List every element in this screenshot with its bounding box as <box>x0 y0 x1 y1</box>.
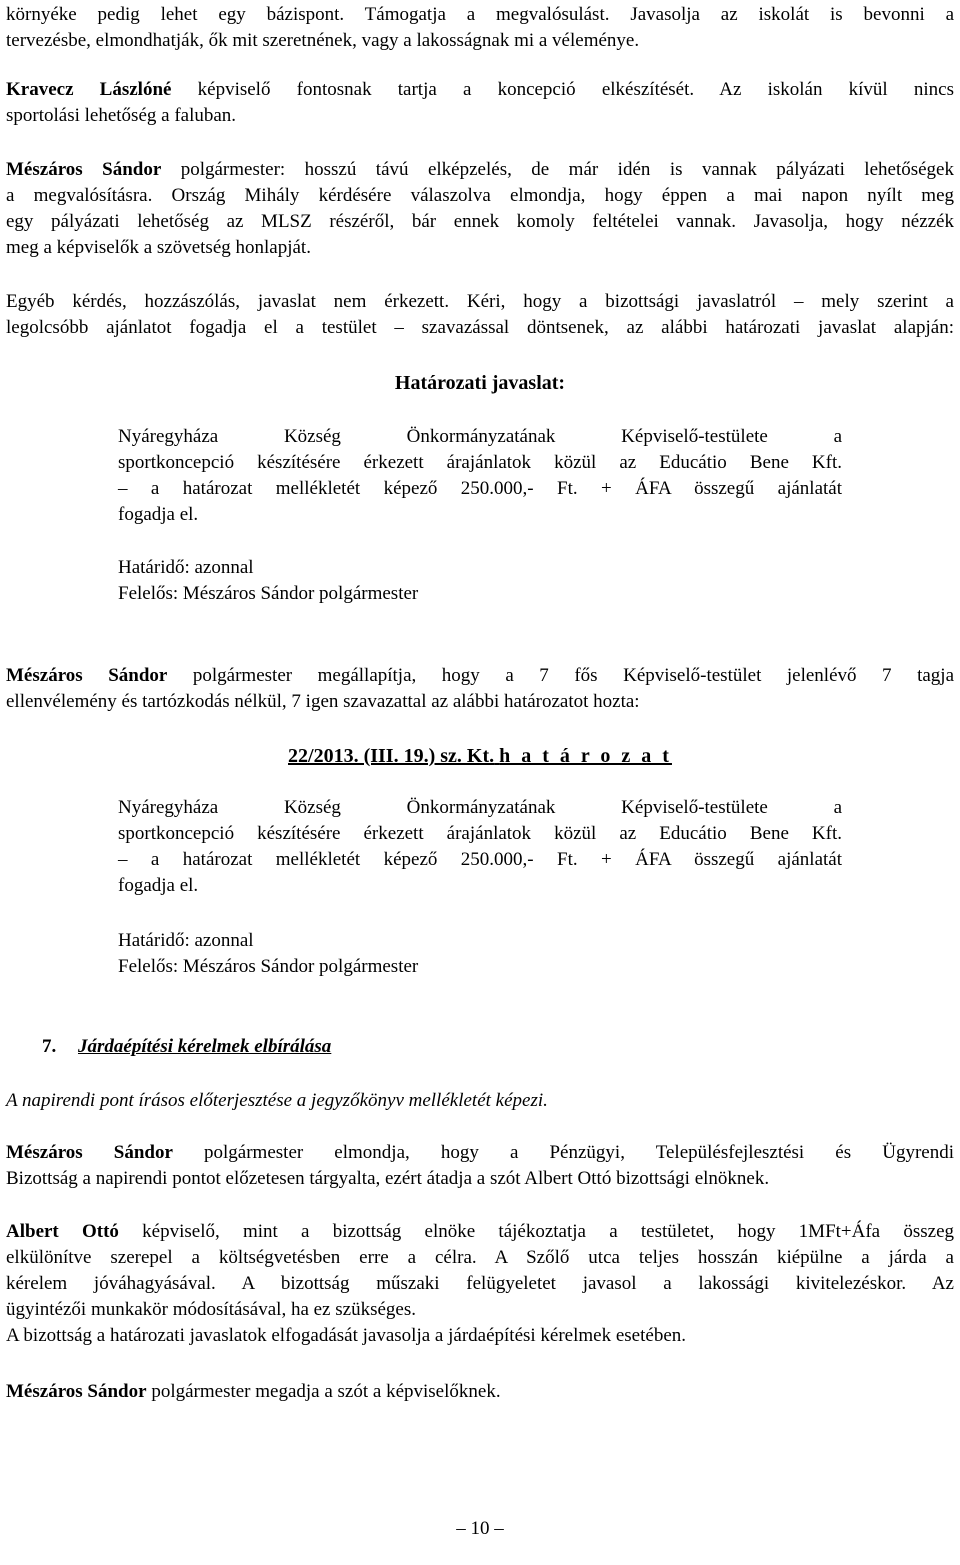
text-line: ügyintézői munkakör módosításával, ha ez szükséges. <box>6 1299 416 1320</box>
text-line <box>6 1379 954 1405</box>
proposal-meta <box>118 555 842 607</box>
paragraph-albert <box>6 1219 954 1349</box>
text-line: sportolási lehetőség a faluban. <box>6 105 237 126</box>
text-line: tervezésbe, elmondhatják, ők mit szeretnének, vagy a lakosságnak mi a véleménye. <box>6 30 640 51</box>
text-line: fogadja el. <box>118 504 199 525</box>
text-line: Bizottság a napirendi pontot előzetesen tárgyalta, ezért átadja a szót Albert Ottó bizottsági elnöknek. <box>6 1168 770 1189</box>
section-7-note <box>6 1088 954 1114</box>
paragraph-meszaros-1 <box>6 157 954 261</box>
text-line <box>6 77 954 103</box>
text-line <box>6 157 954 183</box>
text-line: – a határozat mellékletét képező 250.000,- Ft. + ÁFA összegű ajánlatát <box>118 478 842 499</box>
text-span: polgármester: hosszú távú elképzelés, de már idén is vannak pályázati lehetőségek <box>161 159 954 180</box>
deadline-line: Határidő: azonnal <box>118 557 254 578</box>
responsible-line: Felelős: Mészáros Sándor polgármester <box>118 956 419 977</box>
text-line <box>6 1219 954 1245</box>
decision-title <box>6 742 954 770</box>
text-line: Egyéb kérdés, hozzászólás, javaslat nem érkezett. Kéri, hogy a bizottsági javaslatról – mely szerint a <box>6 291 954 312</box>
text-span: polgármester megállapítja, hogy a 7 fős Képviselő-testület jelenlévő 7 tagja <box>167 665 955 686</box>
page-number: – 10 – <box>456 1518 504 1539</box>
text-span: képviselő fontosnak tartja a koncepció elkészítését. Az iskolán kívül nincs <box>171 79 954 100</box>
text-line: környéke pedig lehet egy bázispont. Támogatja a megvalósulást. Javasolja az iskolát is bevonni a <box>6 4 954 25</box>
text-line: fogadja el. <box>118 875 199 896</box>
proposal-text <box>118 424 842 528</box>
speaker-name: Mészáros Sándor <box>6 1381 147 1402</box>
section-7-heading <box>6 1034 954 1060</box>
text-line: ellenvélemény és tartózkodás nélkül, 7 igen szavazattal az alábbi határozatot hozta: <box>6 691 640 712</box>
decision-meta <box>118 928 842 980</box>
text-line: meg a képviselők a szövetség honlapját. <box>6 237 311 258</box>
text-line: A bizottság a határozati javaslatok elfogadását javasolja a járdaépítési kérelmek esetében. <box>6 1325 687 1346</box>
deadline-line: Határidő: azonnal <box>118 930 254 951</box>
text-line <box>6 1140 954 1166</box>
paragraph-vote <box>6 663 954 715</box>
text-span: polgármester megadja a szót a képviselőknek. <box>146 1381 501 1402</box>
decision-word: h a t á r o z a t <box>499 745 672 767</box>
text-line <box>6 663 954 689</box>
speaker-name: Mészáros Sándor <box>6 1142 173 1163</box>
text-line: – a határozat mellékletét képező 250.000,- Ft. + ÁFA összegű ajánlatát <box>118 849 842 870</box>
text-line: kérelem jóváhagyásával. A bizottság műszaki felügyeletet javasol a lakossági kivitelezéskor. Az <box>6 1273 954 1294</box>
paragraph-meszaros-2 <box>6 1140 954 1192</box>
section-heading-line <box>6 1034 954 1060</box>
text-line: sportkoncepció készítésére érkezett árajánlatok közül az Educátio Bene Kft. <box>118 823 842 844</box>
speaker-name: Kravecz Lászlóné <box>6 79 172 100</box>
text-line: a megvalósításra. Ország Mihály kérdésére válaszolva elmondja, hogy éppen a mai napon nyílt meg <box>6 185 954 206</box>
text-line: legolcsóbb ajánlatot fogadja el a testület – szavazással döntsenek, az alábbi határozati javaslat alapján: <box>6 317 954 338</box>
text-line: A napirendi pont írásos előterjesztése a jegyzőkönyv mellékletét képezi. <box>6 1090 548 1111</box>
text-line: egy pályázati lehetőség az MLSZ részéről, bár ennek komoly feltételei vannak. Javasolja, hogy nézzék <box>6 211 954 232</box>
responsible-line: Felelős: Mészáros Sándor polgármester <box>118 583 419 604</box>
text-span: polgármester elmondja, hogy a Pénzügyi, Településfejlesztési és Ügyrendi <box>172 1142 954 1163</box>
decision-text <box>118 795 842 899</box>
speaker-name: Mészáros Sándor <box>6 159 162 180</box>
speaker-name: Albert Ottó <box>6 1221 119 1242</box>
text-line: elkülönítve szerepel a költségvetésben erre a célra. A Szőlő utca teljes hosszán kiépülne a járda a <box>6 1247 954 1268</box>
speaker-name: Mészáros Sándor <box>6 665 168 686</box>
text-line: sportkoncepció készítésére érkezett árajánlatok közül az Educátio Bene Kft. <box>118 452 842 473</box>
paragraph-intro <box>6 2 954 54</box>
paragraph-kravecz <box>6 77 954 129</box>
text-line: Nyáregyháza Község Önkormányzatának Képviselő-testülete a <box>118 797 842 818</box>
paragraph-meszaros-3 <box>6 1379 954 1405</box>
decision-number: 22/2013. (III. 19.) sz. Kt. <box>288 745 495 767</box>
proposal-heading: Határozati javaslat: <box>394 372 566 394</box>
section-title: Járdaépítési kérelmek elbírálása <box>78 1036 332 1057</box>
section-number: 7. <box>42 1036 57 1057</box>
paragraph-no-questions <box>6 289 954 341</box>
text-line: Nyáregyháza Község Önkormányzatának Képviselő-testülete a <box>118 426 842 447</box>
text-span: képviselő, mint a bizottság elnöke tájékoztatja a testületet, hogy 1MFt+Áfa összeg <box>118 1221 955 1242</box>
